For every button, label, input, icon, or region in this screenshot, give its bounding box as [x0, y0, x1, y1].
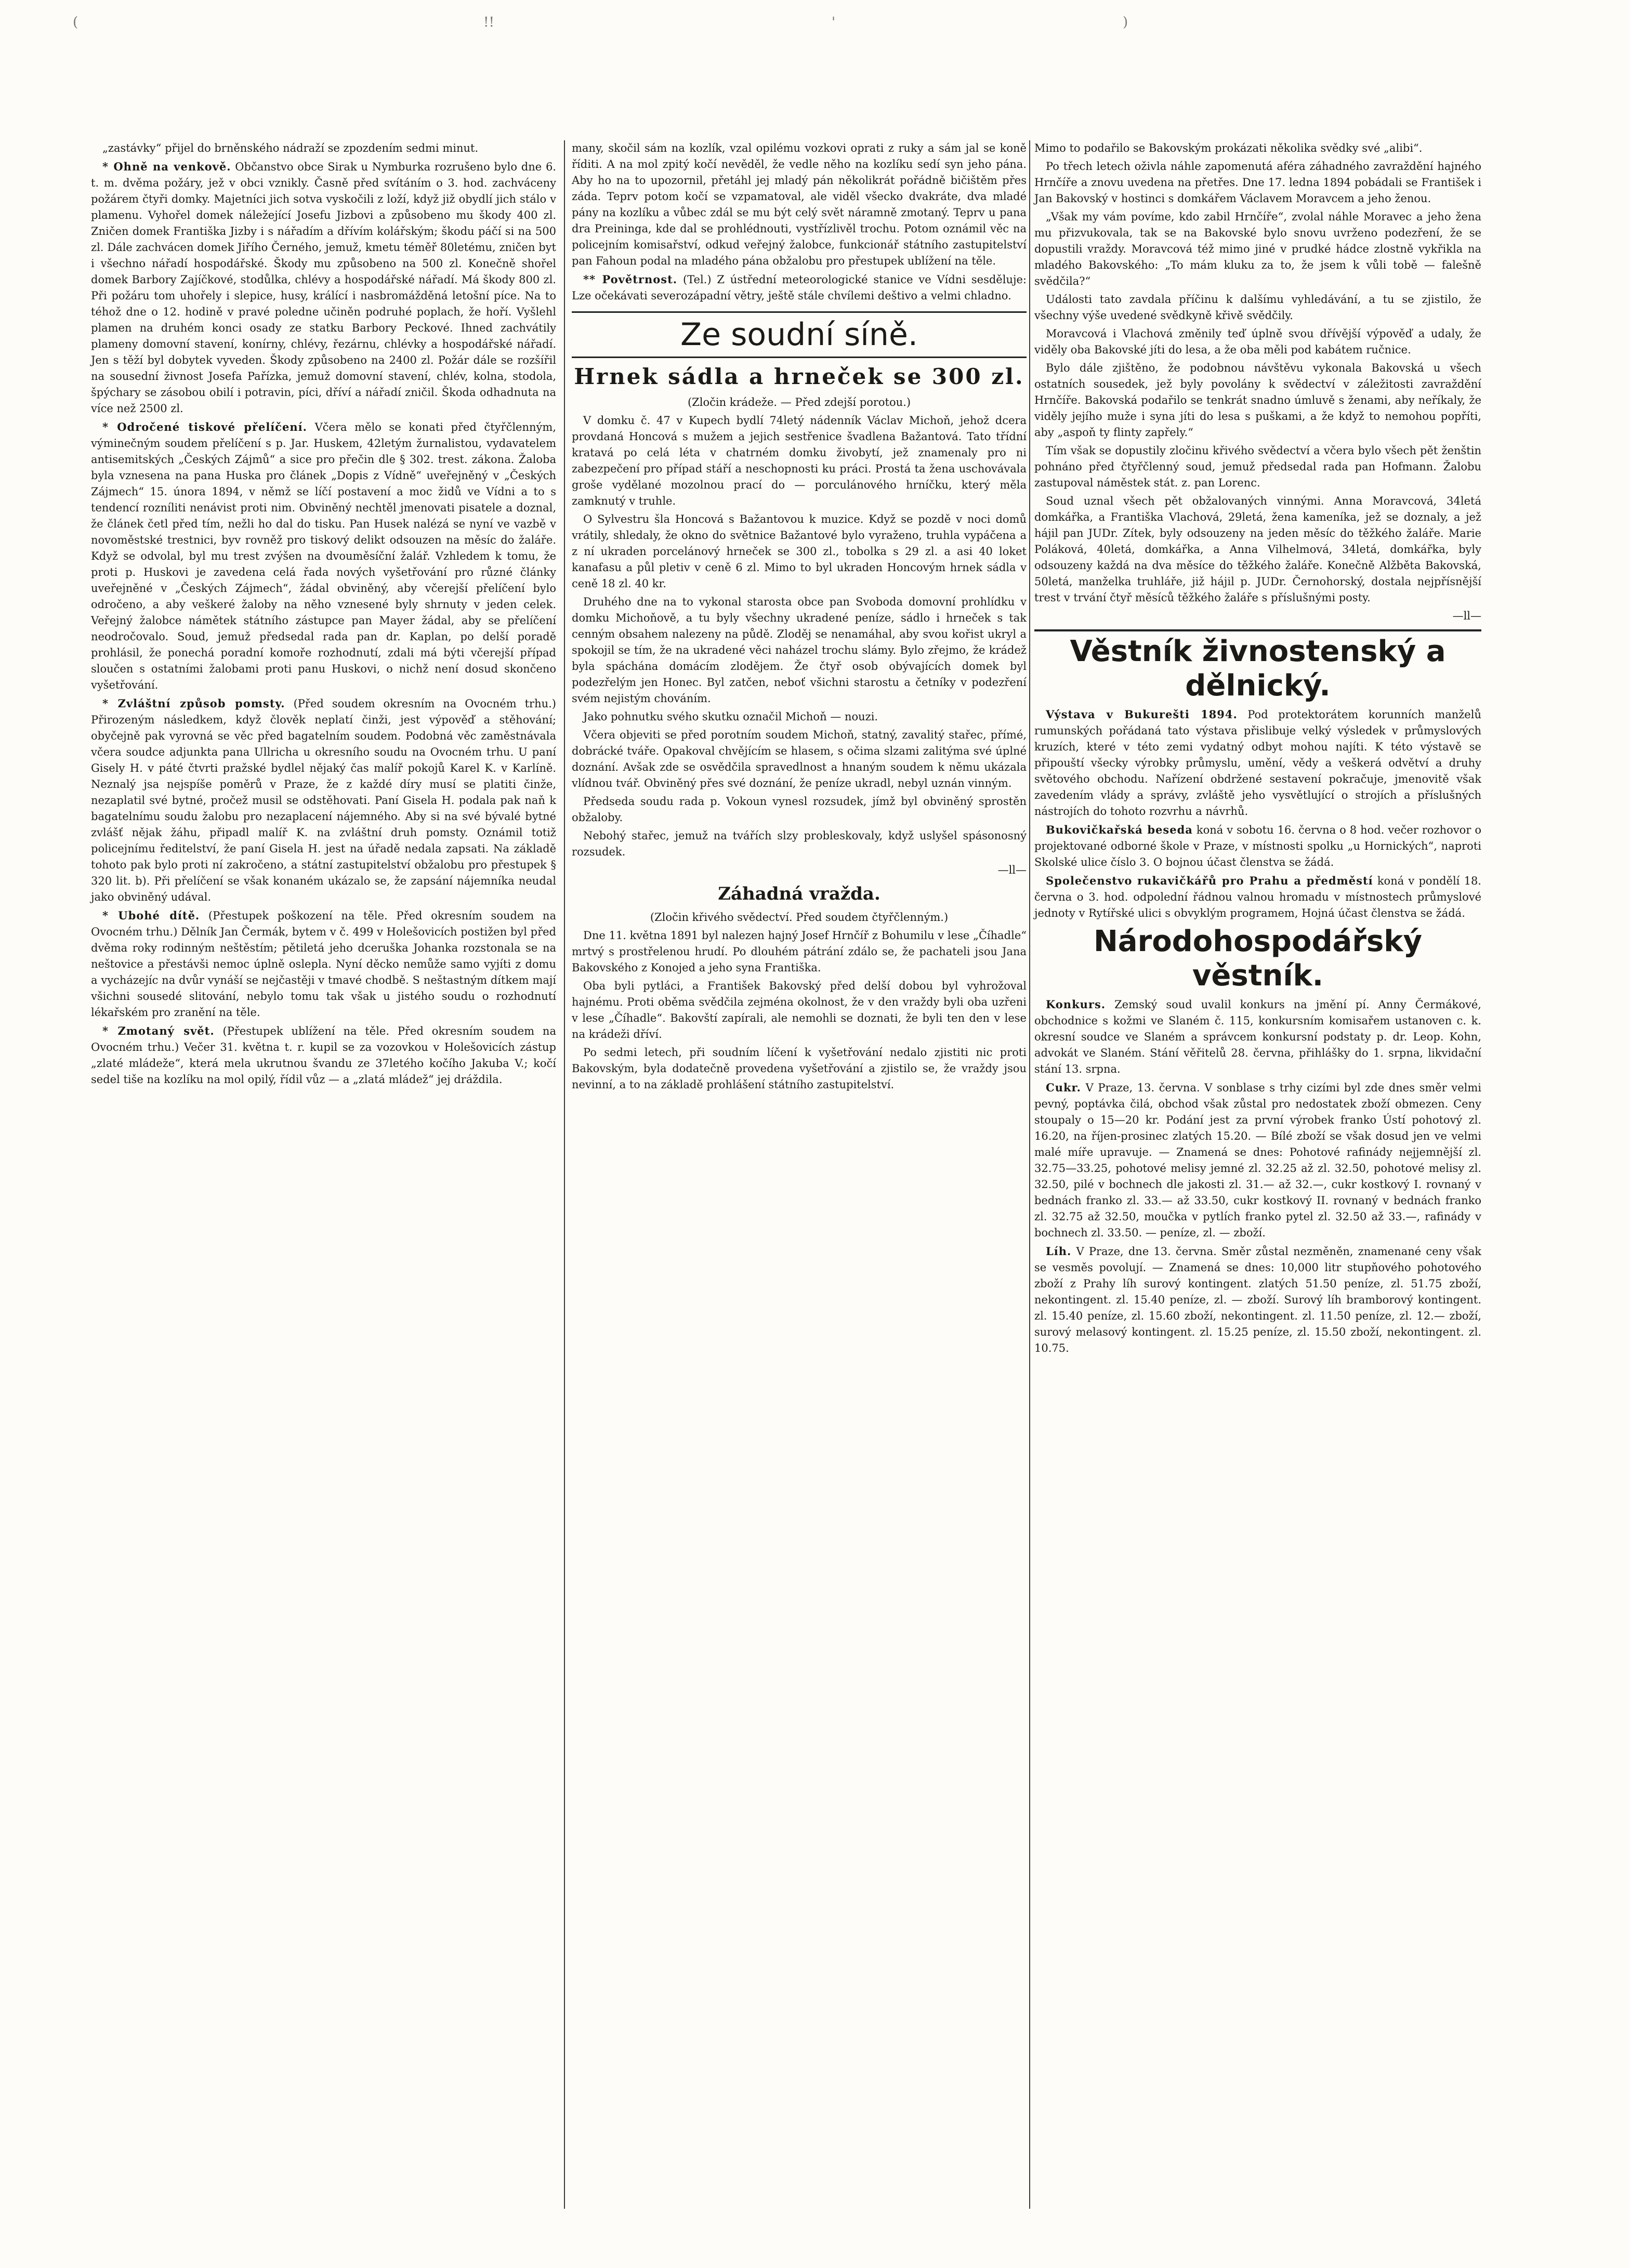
column-right: [1034, 140, 1481, 1359]
edge-mark: ': [832, 15, 836, 30]
article-run-in-heading: * Zvláštní způsob pomsty.: [102, 697, 285, 710]
article-run-in-heading: * Zmotaný svět.: [102, 1024, 215, 1037]
article-run-in-heading: * Odročené tiskové přelíčení.: [102, 420, 307, 433]
article-text: Události tato zavdala příčinu k dalšímu vyhledávání, a tu se zjistilo, že všechny výše uvedené svědkyně křivě svědčily.: [1034, 293, 1481, 322]
edge-mark: ): [1123, 15, 1128, 30]
article-paragraph: [572, 394, 1027, 411]
article-paragraph: [1034, 822, 1481, 871]
article-text: Po třech letech oživla náhle zapomenutá aféra záhadného zavraždění hajného Hrnčíře a znovu uvedena na přetřes. Dne 17. ledna 1894 pobádali se František i Jan Bakovský v hostinci s domkářem Václavem Moravcem a jeho ženou.: [1034, 160, 1481, 205]
article-text: „Však my vám povíme, kdo zabil Hrnčíře“, zvolal náhle Moravec a jeho žena mu přizvukovala, tak se na Bakovské bylo snovu uvrženo podezření, že se dopustili vraždy. Moravcová též mimo jiné v prudké hádce zlostně vykřikla na mladého Bakovského: „To mám kluku za to, že jsem k vůli tobě — falešně svědčila?“: [1034, 210, 1481, 287]
article-paragraph: [1034, 360, 1481, 441]
column-middle: [572, 140, 1027, 1095]
article-text: Bylo dále zjištěno, že podobnou návštěvu vykonala Bakovská u všech ostatních sousedek, jež byly povolány k svědectví v záležitosti zavraždění Hrnčíře. Bakovská podařilo se tenkrát snadno úmluvě s ženami, aby neříkaly, že viděly jejího muže i syna jíti do lesa s puškami, a že když to nemohou popříti, aby „aspoň ty flinty zapřely.“: [1034, 362, 1481, 439]
article-text: V Praze, dne 13. června. Směr zůstal nezměněn, znamenané ceny však se vesměs povolují. — Znamená se dnes: 10,000 litr stupňového pohotového zboží z Prahy líh surový kontingent. zlatých 51.50 peníze, zl. 51.75 zboží, nekontingent. zl. 15.40 peníze, zl. — zboží. Surový líh bramborový kontingent. zl. 15.40 peníze, zl. 15.60 zboží, nekontingent. zl. 11.50 peníze, zl. 12.— zboží, surový melasový kontingent. zl. 15.25 peníze, zl. 15.50 zboží, nekontingent. zl. 10.75.: [1034, 1245, 1481, 1354]
section-heading: Národohospodářský věstník.: [1093, 925, 1423, 993]
article-text: (Před soudem okresním na Ovocném trhu.) Přirozeným následkem, když člověk neplatí činži, jest výpověď a stěhování; obyčejně pak vyrovná se věc před bagatelním soudem. Podobná věc zaměstnávala včera soudce adjunkta pana Ullricha u okresního soudu na Ovocném trhu. U paní Gisely H. v páté čtvrti pražské bydlel nějaký čas malíř pokojů Karel K. v Karlíně. Neznalý jsa nejspíše poměrů v Praze, že z každé díry musí se platiti činže, nezaplatil své bytné, pročež musil se odstěhovati. Paní Gisela H. podala pak naň k bagatelnímu soudu žalobu pro nezaplacení nájemného. Aby si na své bývalé bytné zvlášť nějak žáhu, připadl malíř K. na zvláštní druh pomsty. Oznámil totiž policejnímu ředitelství, že paní Gisela H. jest na úřadě nedala zapsati. Na základě tohoto pak bylo proti ní zakročeno, a státní zastupitelství obžalobu pro přestupek § 320 lit. b). Při přelíčení se však konaném ukázalo se, že zapsání nájemníka neudal jako obviněný udával.: [91, 697, 556, 903]
article-paragraph: [572, 909, 1027, 926]
article-paragraph: [572, 709, 1027, 725]
article-run-in-heading: Cukr.: [1046, 1081, 1081, 1094]
article-paragraph: [1034, 292, 1481, 324]
article-text: Moravcová i Vlachová změnily teď úplně svou dřívější výpověď a udaly, že viděly oba Bakovské jíti do lesa, a že oba měli pod kabátem ručnice.: [1034, 327, 1481, 356]
article-paragraph: [91, 695, 556, 905]
article-text: Soud uznal všech pět obžalovaných vinnými. Anna Moravcová, 34letá domkářka, a Františka Vlachová, 29letá, žena kameníka, jež se doznaly, a jež hájil pan JUDr. Zítek, byly odsouzeny na jeden měsíc do těžkého žaláře. Marie Poláková, 40letá, domkářka, a Anna Vilhelmová, 34letá, domkářka, byly odsouzeny každá na dva měsíce do těžkého žaláře. Konečně Alžběta Bakovská, 50letá, manželka truhláře, již hájil p. JUDr. Černohorský, dostala nejpřísnější trest v trvání čtyř měsíců těžkého žaláře s příslušnými posty.: [1034, 495, 1481, 604]
section-heading: Věstník živnostenský a dělnický.: [1070, 635, 1446, 703]
article-text: (Přestupek poškození na těle. Před okresním soudem na Ovocném trhu.) Dělník Jan Čermák, bytem v č. 499 v Holešovicích postižen byl před dvěma roky rodinným neštěstím; pětiletá jeho dceruška Johanka rozstonala se na neštovice a přestávši nemoc úplně oslepla. Nyní děcko nemůže samo vyjíti z domu a vycházejíc na dvůr vynáší se nejčastěji v tmavé chodbě. S neštastným dítkem mají všichni sousedé slitování, nebylo tomu tak však u jistého soudu o rozhodnutí lékařském pro zranění na těle.: [91, 909, 556, 1019]
article-text: Zemský soud uvalil konkurs na jmění pí. Anny Čermákové, obchodnice s kožmi ve Slaném č. 115, konkursním komisařem ustanoven c. k. okresní soudce ve Slaném a správcem konkursní podstaty p. dr. Leop. Kohn, advokát ve Slaném. Stání věřitelů 28. června, přihlášky do 1. srpna, likvidační stání 13. srpna.: [1034, 998, 1481, 1075]
article-paragraph: [572, 978, 1027, 1043]
article-text: (Tel.) Z ústřední meteorologické stanice ve Vídni sesděluje: Lze očekávati severozápadní větry, ještě stále chvílemi deštivo a velmi chladno.: [572, 273, 1027, 302]
article-text: O Sylvestru šla Honcová s Bažantovou k muzice. Když se pozdě v noci domů vrátily, shledaly, že okno do světnice Bažantové bylo vyraženo, truhla vypáčena a z ní ukraden porcelánový hrneček se 300 zl., tobolka s 29 zl. a asi 40 loket kanafasu a půl pletiv v ceně 6 zl. Mimo to byl ukraden Honcovým hrnek sádla v ceně 18 zl. 40 kr.: [572, 513, 1027, 590]
article-text: Dne 11. května 1891 byl nalezen hajný Josef Hrnčíř z Bohumilu v lese „Číhadle“ mrtvý s prostřelenou hrudí. Po dlouhém pátrání zdálo se, že pachateli jsou Jana Bakovského z Konojed a jeho syna Františka.: [572, 929, 1027, 974]
article-text: (Zločin křivého svědectví. Před soudem čtyřčlenným.): [650, 911, 949, 924]
article-text: Včera mělo se konati před čtyřčlenným, výminečným soudem přelíčení s p. Jar. Huskem, 42letým žurnalistou, vydavatelem antisemitských „Českých Zájmů“ a sice pro přečin dle § 302. trest. zákona. Žaloba byla vznesena na pana Huska pro článek „Dopis z Vídně“ uveřejněný v „Českých Zájmech“ 15. února 1894, v němž se líčí postavení a moc židů ve Vídni a to s tendencí rozníliti nenávist proti nim. Obviněný nechtěl jmenovati pisatele a doznal, že článek četl před tím, nežli ho dal do tisku. Pan Husek nalézá se nyní ve vazbě v novoměstské trestnici, byv rovněž pro tiskový delikt odsouzen na měsíc do žaláře. Když se odvolal, byl mu trest zvýšen na dvouměsíční žalář. Vzhledem k tomu, že proti p. Huskovi je zavedena celá řada nových vyšetřování pro různé články uveřejněné v „Českých Zájmech“, žádal obviněný, aby včerejší přelíčení bylo odročeno, a aby veškeré žaloby na něho vznesené byly shrnuty v jeden celek. Veřejný žalobce námětek státního zástupce pan Mayer žádal, aby se přelíčení neodročovalo. Soud, jemuž předsedal rada pan dr. Kaplan, po delší poradě prohlásil, že ponechá poradní komoře rozhodnutí, zdali má býti včerejší případ sloučen s ostatními žalobami proti panu Huskovi, o nichž není dosud skončeno vyšetřování.: [91, 421, 556, 691]
edge-mark: !!: [483, 15, 494, 30]
article-text: „zastávky“ přijel do brněnského nádraží se zpozdením sedmi minut.: [102, 142, 479, 154]
article-paragraph: [1034, 326, 1481, 358]
section-divider: [1034, 629, 1481, 631]
article-text: (Přestupek ublížení na těle. Před okresním soudem na Ovocném trhu.) Večer 31. května t. r. kupil se za vozovkou v Holešovicích zástup „zlaté mládeže“, která mela ukrutnou švandu ze 37letého kočího Jakuba V.; kočí sedel tiše na kozlíku na mol opilý, řídil vůz — a „zlatá mládež“ jej dráždila.: [91, 1025, 556, 1086]
article-paragraph: [1034, 1243, 1481, 1356]
article-paragraph: [572, 828, 1027, 860]
article-paragraph: [1034, 140, 1481, 156]
article-text: many, skočil sám na kozlík, vzal opilému vozkovi oprati z ruky a sám jal se koně říditi. A na mol zpitý kočí nevěděl, že vedle něho na kozlíku sedí syn jeho pána. Aby ho na to upozornil, přetáhl jej mladý pán několikrát pořádně bičištěm přes záda. Teprv potom kočí se vzpamatoval, ale viděl všecko dvakráte, dva mladé pány na kozlíku a vůbec zdál se mu být celý svět náramně zmotaný. Teprv u pana dra Preininga, kde dal se prohlédnouti, vystřízlivěl trochu. Potom oznámil věc na policejním komisařství, odkud veřejný žalobce, funkcionář státního zastupitelství pan Fahoun podal na mladého pána obžalobu pro přestupek ublížení na těle.: [572, 142, 1027, 267]
article-paragraph: [572, 727, 1027, 792]
article-headline: Hrnek sádla a hrneček se 300 zl.: [574, 364, 1024, 389]
article-run-in-heading: Konkurs.: [1046, 998, 1106, 1011]
article-paragraph: [91, 140, 556, 156]
section-heading: Ze soudní síně.: [572, 311, 1027, 358]
article-text: V domku č. 47 v Kupech bydlí 74letý nádenník Václav Michoň, jehož dcera provdaná Honcová s mužem a jejich sestřenice švadlena Bažantová. Tato třídní kratavá po celá léta v chatrném domku živobytí, jež znamenaly pro ni zabezpečení pro případ stáří a neschopnosti ku práci. Prostá ta žena uschovávala groše vydělané mozolnou prací do — porculánového hrníčku, který měla zamknutý v truhle.: [572, 414, 1027, 507]
article-text: Oba byli pytláci, a František Bakovský před delší dobou byl vyhrožoval hajnému. Proti oběma svědčila zejména okolnost, že v den vraždy byli oba uzřeni v lese „Číhadle“. Bakovští zapírali, ale nemohli se doznati, že byli ten den v lese na krádeži dříví.: [572, 980, 1027, 1040]
article-text: Jako pohnutku svého skutku označil Michoň — nouzi.: [583, 710, 878, 723]
article-paragraph: [572, 928, 1027, 976]
article-text: Předseda soudu rada p. Vokoun vynesl rozsudek, jímž byl obviněný sprostěn obžaloby.: [572, 795, 1027, 824]
article-paragraph: [1034, 873, 1481, 921]
article-paragraph: [91, 419, 556, 693]
article-paragraph: [1034, 493, 1481, 606]
article-paragraph: [572, 271, 1027, 304]
article-text: (Zločin krádeže. — Před zdejší porotou.): [687, 396, 911, 408]
article-paragraph: [1034, 1079, 1481, 1241]
article-paragraph: [1034, 443, 1481, 491]
article-paragraph: [572, 511, 1027, 592]
article-paragraph: [1034, 996, 1481, 1077]
article-paragraph: [91, 159, 556, 417]
column-left: [91, 140, 556, 1090]
article-text: Pod protektorátem korunních manželů rumunských pořádaná tato výstava přislibuje velký výsledek v průmyslových kruzích, které v této zemi vydatný odbyt mohou najíti. K této výstavě se připouští všecky výrobky průmyslu, umění, vědy a veškerá odvětví a druhy světového obchodu. Nařízení obdržené sestavení pokračuje, jmenovitě však zavedením vlády a správy, zvláště jeho vysvětlující o strojích a příslušných nástrojích do tohoto rozvrhu a návrhů.: [1034, 708, 1481, 817]
article-paragraph: [1034, 209, 1481, 289]
article-run-in-heading: * Ubohé dítě.: [102, 909, 200, 922]
article-signature: —ll—: [997, 864, 1027, 876]
column-rule: [564, 140, 565, 2209]
article-run-in-heading: Společenstvo rukavičkářů pro Prahu a předměstí: [1046, 874, 1373, 887]
article-signature: —ll—: [1452, 610, 1481, 622]
article-paragraph: [572, 1045, 1027, 1093]
article-text: V Praze, 13. června. V sonblase s trhy cizími byl zde dnes směr velmi pevný, poptávka čilá, obchod však zůstal pro nedostatek zboží obmezen. Ceny stoupaly o 15—20 kr. Podání jest za první výrobek franko Ústí pohotový zl. 16.20, na říjen-prosinec zlatých 15.20. — Bílé zboží se však dosud jen ve velmi malé míře upravuje. — Znamená se dnes: Pohotové rafinády nejjemnější zl. 32.75—33.25, pohotové melisy jemné zl. 32.25 až zl. 32.50, pohotové melisy zl. 32.50, pilé v bochnech dle jakosti zl. 31.— až 32.—, cukr kostkový I. rovnaný v bednách franko zl. 33.— až 33.50, cukr kostkový II. rovnaný v bednách franko zl. 32.75 až 32.50, moučka v pytlích franko pytel zl. 32.50 až 33.—, rafinády v bochnech zl. 33.50. — peníze, zl. — zboží.: [1034, 1082, 1481, 1239]
article-text: koná v sobotu 16. června o 8 hod. večer rozhovor o projektované odborné škole v Praze, v místnosti spolku „u Hornických“, naproti Skolské ulice číslo 3. O bojnou účast členstva se žádá.: [1034, 824, 1481, 868]
article-paragraph: [91, 1023, 556, 1088]
article-paragraph: [572, 594, 1027, 707]
article-headline: Záhadná vražda.: [718, 884, 880, 904]
article-paragraph: [1034, 159, 1481, 207]
article-paragraph: [1034, 706, 1481, 820]
article-text: Druhého dne na to vykonal starosta obce pan Svoboda domovní prohlídku v domku Michoňově, a tu byly všechny ukradené peníze, sádlo i hrneček s tak cenným obsahem nalezeny na půdě. Zloděj se nenamáhal, aby svou kořist ukryl a spokojil se tím, že na ukradené věci naházel trochu slámy. Bylo zřejmo, že krádež byla spáchána domácím zlodějem. Že čtyř osob obývajících domek byl podezřelým jen Honec. Byl zatčen, neboť všichni starostu a četníky v podezření svém nejistým chováním.: [572, 596, 1027, 705]
article-text: Nebohý stařec, jemuž na tvářích slzy probleskovaly, když uslyšel spásonosný rozsudek.: [572, 829, 1027, 858]
article-text: Občanstvo obce Sirak u Nymburka rozrušeno bylo dne 6. t. m. dvěma požáry, jež v obci vznikly. Časně před svítáním o 3. hod. zachváceny požárem čtyři domky. Majetníci jich sotva vyskočili z loží, když již obydlí jich stálo v plamenu. Vyhořel domek náležející Josefu Jizbovi a způsobeno mu škody 400 zl. Zničen domek Františka Jizby i s nářadím a dřívím kolářským; škodu páčí si na 500 zl. Dále zachvácen domek Jiřího Černého, jemuž, kmetu téměř 80letému, zničen byt i všechno nářadí hospodářské. Škody mu způsobeno na 500 zl. Konečně shořel domek Barbory Zajíčkové, stodůlka, chlévy a hospodářské nářadí. Má škody 800 zl. Při požáru tom uhořely i slepice, husy, králící i nasbromážděná letošní píce. Na to téhož dne o 12. hodině v pravé poledne učiněn podruhé poplach, že hoří. Vyšlehl plamen na druhém konci osady ze statku Barbory Peckové. Ihned zachvátily plameny domovní stavení, konírny, chlévy, řezárnu, chlévky a hospodářské nářadí. Jen s těží byl dobytek vyveden. Škody způsobeno na 2400 zl. Požár dále se rozšířil na sousední živnost Josefa Pařízka, jemuž domovní stavení, chlév, kolna, stodola, špýchary se zásobou obilí i potravin, píci, dříví a nářadí zničil. Škoda odhadnuta na více než 2500 zl.: [91, 161, 556, 415]
article-paragraph: [572, 794, 1027, 826]
article-paragraph: [91, 907, 556, 1021]
article-paragraph: [572, 140, 1027, 269]
article-run-in-heading: Líh.: [1046, 1245, 1072, 1258]
article-run-in-heading: Bukovičkařská beseda: [1046, 823, 1193, 836]
article-text: Po sedmi letech, při soudním líčení k vyšetřování nedalo zjistiti nic proti Bakovským, byla dodatečně provedena vyšetřování a zjistilo se, že vraždy jsou nevinní, a to na základě prohlášení státního zastupitelství.: [572, 1046, 1027, 1091]
article-text: Tím však se dopustily zločinu křivého svědectví a včera bylo všech pět ženštin pohnáno před čtyřčlenný soud, jemuž předsedal rada pan Hofmann. Žalobu zastupoval náměstek stát. z. pan Lorenc.: [1034, 444, 1481, 489]
edge-mark: (: [73, 15, 78, 30]
article-run-in-heading: ** Povětrnost.: [583, 273, 678, 286]
article-text: koná v pondělí 18. června o 3. hod. odpolední řádnou valnou hromadu v místnostech průmyslové jednoty v Rytířské ulici s obvyklým programem, Hojná účast členstva se žádá.: [1034, 875, 1481, 919]
article-paragraph: [572, 413, 1027, 509]
article-run-in-heading: Výstava v Bukurešti 1894.: [1046, 708, 1238, 721]
column-rule: [1029, 140, 1030, 2209]
article-text: Včera objeviti se před porotním soudem Michoň, statný, zavalitý stařec, přímé, dobrácké tváře. Opakoval chvějícím se hlasem, s očima slzami zalitýma své úplné doznání. Avšak zde se osvědčila spravedlnost a hnaným soudem k němu ukázala vlídnou tvář. Obviněný přes své doznání, že peníze ukradl, nebyl uznán vinným.: [572, 729, 1027, 789]
article-run-in-heading: * Ohně na venkově.: [102, 160, 231, 173]
article-text: Mimo to podařilo se Bakovským prokázati několika svědky své „alibi“.: [1034, 142, 1423, 154]
